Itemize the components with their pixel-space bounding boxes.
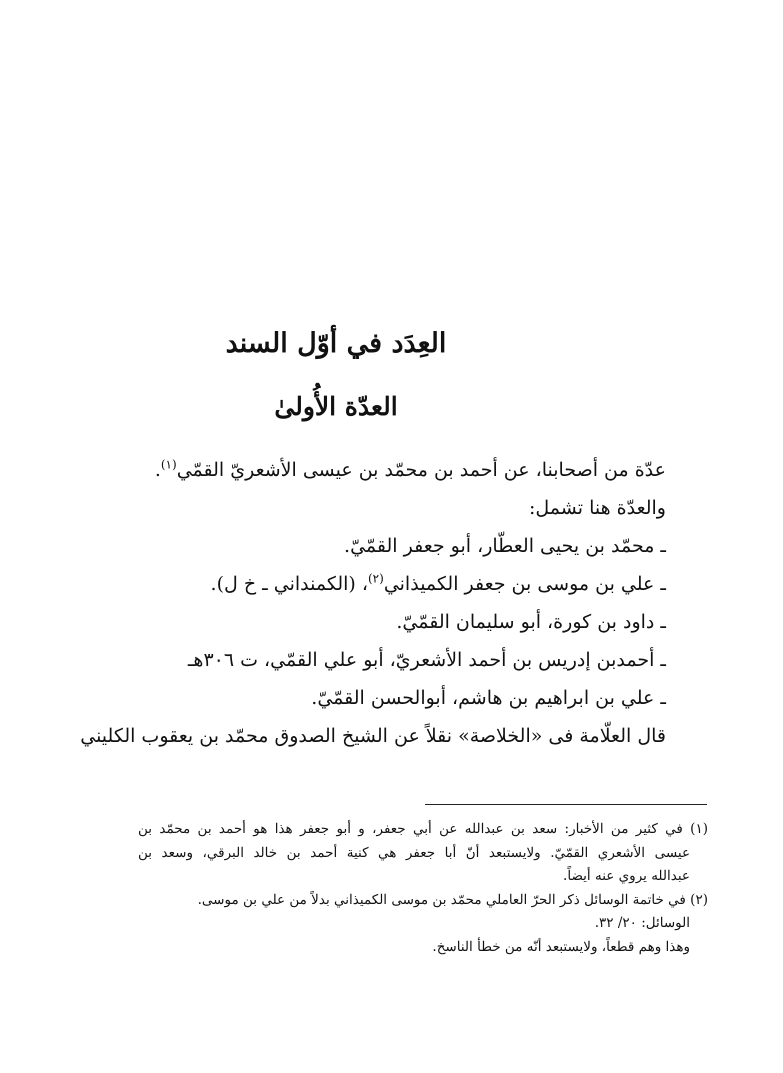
- footnote-separator: [425, 804, 707, 805]
- main-text: [80, 451, 666, 755]
- footnote-line: عبدالله يروي عنه أيضاً.: [563, 868, 690, 884]
- footnote-line: الوسائل: ٢٠/ ٣٢.: [594, 915, 690, 931]
- footnote-reference[interactable]: (١): [160, 457, 177, 472]
- list-item: ـ محمّد بن يحيى العطّار، أبو جعفر القمّيّ.: [344, 535, 666, 557]
- text-line-end: .: [154, 459, 161, 481]
- text-line: والعدّة هنا تشمل:: [529, 497, 666, 519]
- text-line-end: ، (الكمنداني ـ خ ل).: [210, 573, 368, 595]
- text-line-content: ـ علي بن موسى بن جعفر الكميذاني: [383, 573, 666, 595]
- text-line-content: عدّة من أصحابنا، عن أحمد بن محمّد بن عيسى الأشعريّ القمّي: [176, 459, 666, 481]
- footnote-line: وهذا وهم قطعاً، ولايستبعد أنّه من خطأ الناسخ.: [432, 938, 690, 955]
- section-title: العدّة الأُولىٰ: [274, 392, 398, 421]
- footnote-reference[interactable]: (٢): [367, 571, 384, 586]
- chapter-title: العِدَد في أوّل السند: [225, 328, 447, 359]
- list-item: ـ أحمدبن إدريس بن أحمد الأشعريّ، أبو علي القمّي، ت ٣٠٦هـ: [187, 649, 666, 671]
- text-line: قال العلّامة فى «الخلاصة» نقلاً عن الشيخ الصدوق محمّد بن يعقوب الكليني: [80, 725, 666, 747]
- list-item: ـ علي بن ابراهيم بن هاشم، أبوالحسن القمّيّ.: [311, 687, 666, 709]
- footnote-line: (١) في كثير من الأخبار: سعد بن عبدالله عن أبي جعفر، و أبو جعفر هذا هو أحمد بن محمّد بن: [138, 821, 708, 837]
- footnote-line: عيسى الأشعري القمّيّ. ولايستبعد أنّ أبا جعفر هي كنية أحمد بن خالد البرقي، وسعد بن: [138, 844, 690, 861]
- footnotes: [138, 818, 708, 959]
- footnote-line: (٢) في خاتمة الوسائل ذكر الحرّ العاملي محمّد بن موسى الكميذاني بدلاً من علي بن موسى.: [197, 891, 708, 908]
- list-item: ـ داود بن كورة، أبو سليمان القمّيّ.: [396, 611, 666, 633]
- text-line: [138, 451, 666, 489]
- list-item: [138, 565, 666, 603]
